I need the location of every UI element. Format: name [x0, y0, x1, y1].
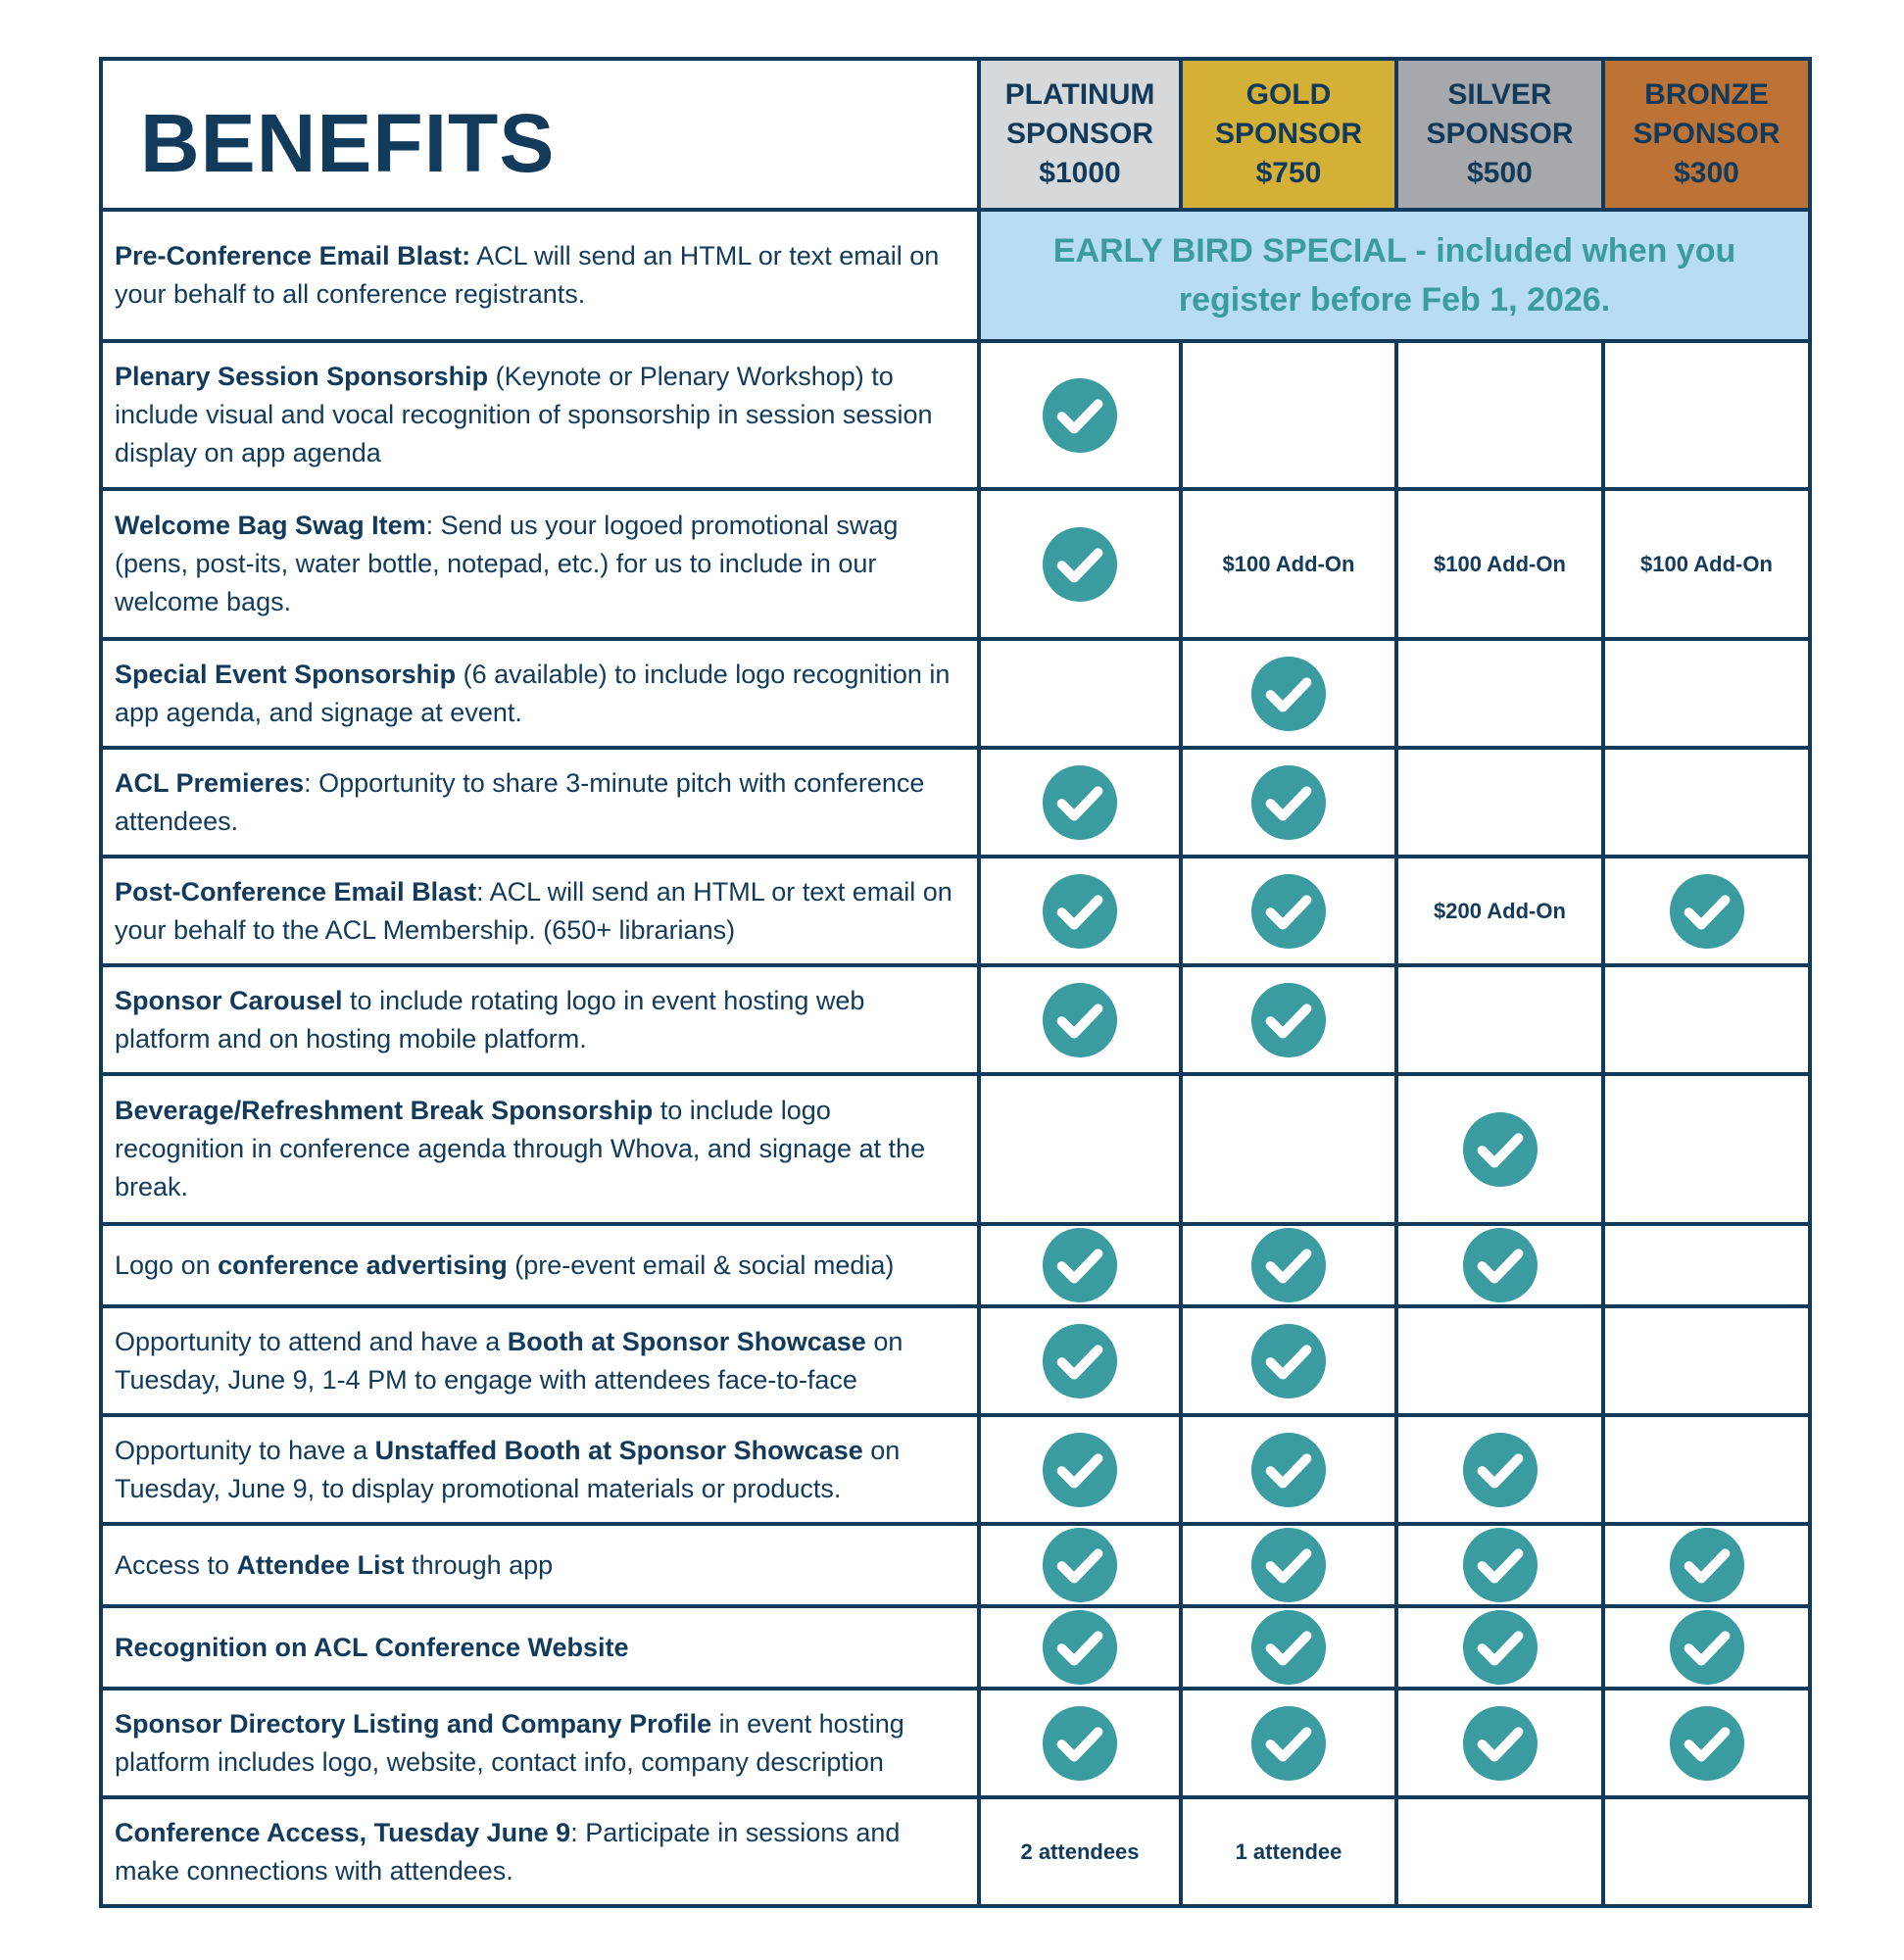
- cell-silver: [1396, 857, 1603, 965]
- table-row: [101, 857, 1810, 965]
- table-body: [101, 210, 1810, 1906]
- benefit-text: : Opportunity to share 3-minute pitch with conference attendees.: [115, 767, 925, 836]
- tier-name: GOLD: [1245, 78, 1332, 111]
- benefit-name: Recognition on ACL Conference Website: [115, 1632, 629, 1662]
- cell-platinum: [979, 1306, 1181, 1415]
- benefit-description: [101, 748, 979, 857]
- cell-platinum: [979, 1524, 1181, 1606]
- cell-gold: [1181, 1074, 1396, 1224]
- benefit-description: [101, 965, 979, 1074]
- benefit-name: ACL Premieres: [115, 767, 305, 798]
- tier-note: $200 Add-On: [1434, 898, 1566, 923]
- cell-platinum: [979, 639, 1181, 748]
- cell-silver: [1396, 1415, 1603, 1524]
- cell-gold: [1181, 639, 1396, 748]
- tier-price: $300: [1674, 157, 1739, 189]
- benefit-description: [101, 1306, 979, 1415]
- check-circle-icon: [1669, 873, 1745, 950]
- check-circle-icon: [1042, 1432, 1118, 1508]
- benefit-name: Attendee List: [236, 1549, 405, 1580]
- early-bird-banner: EARLY BIRD SPECIAL - included when you register before Feb 1, 2026.: [979, 210, 1810, 341]
- table-row: [101, 341, 1810, 489]
- cell-silver: [1396, 1797, 1603, 1906]
- check-circle-icon: [1250, 656, 1327, 732]
- table-row: [101, 1224, 1810, 1306]
- benefit-text: : ACL will send an HTML or text email on your behalf to the ACL Membership. (650+ librarians): [115, 876, 952, 945]
- cell-platinum: [979, 748, 1181, 857]
- benefit-text: in event hosting platform includes logo, website, contact info, company description: [115, 1708, 904, 1777]
- benefit-name: Sponsor Carousel: [115, 985, 343, 1015]
- benefit-name: Plenary Session Sponsorship: [115, 362, 489, 391]
- table-row: [101, 1306, 1810, 1415]
- benefit-description: [101, 639, 979, 748]
- cell-platinum: [979, 857, 1181, 965]
- cell-silver: [1396, 1689, 1603, 1797]
- tier-header-gold: [1181, 59, 1396, 210]
- table-row: [101, 210, 1810, 341]
- cell-silver: [1396, 341, 1603, 489]
- tier-header-bronze: [1603, 59, 1810, 210]
- cell-gold: [1181, 1797, 1396, 1906]
- cell-gold: [1181, 489, 1396, 639]
- check-circle-icon: [1462, 1609, 1538, 1686]
- tier-sponsor-label: SPONSOR: [1214, 118, 1363, 150]
- check-circle-icon: [1042, 1227, 1118, 1303]
- check-circle-icon: [1462, 1227, 1538, 1303]
- check-circle-icon: [1250, 1323, 1327, 1399]
- tier-note: 1 attendee: [1235, 1838, 1343, 1864]
- tier-note: $100 Add-On: [1222, 551, 1355, 576]
- cell-bronze: [1603, 1689, 1810, 1797]
- benefit-name: Sponsor Directory Listing and Company Profile: [115, 1708, 712, 1739]
- cell-platinum: [979, 1606, 1181, 1689]
- check-circle-icon: [1250, 1227, 1327, 1303]
- check-circle-icon: [1462, 1432, 1538, 1508]
- check-circle-icon: [1250, 1527, 1327, 1603]
- benefit-name: Special Event Sponsorship: [115, 659, 457, 689]
- table-row: [101, 1606, 1810, 1689]
- benefit-name: Booth at Sponsor Showcase: [507, 1326, 866, 1356]
- cell-silver: [1396, 1074, 1603, 1224]
- cell-silver: [1396, 748, 1603, 857]
- cell-platinum: [979, 341, 1181, 489]
- cell-platinum: [979, 1074, 1181, 1224]
- cell-platinum: [979, 1797, 1181, 1906]
- benefit-description: [101, 1689, 979, 1797]
- tier-header-platinum: [979, 59, 1181, 210]
- table-row: [101, 965, 1810, 1074]
- benefit-text: to include rotating logo in event hosting web platform and on hosting mobile platform.: [115, 985, 865, 1054]
- header-row: [101, 59, 1810, 210]
- check-circle-icon: [1042, 526, 1118, 603]
- check-circle-icon: [1250, 764, 1327, 841]
- cell-gold: [1181, 965, 1396, 1074]
- cell-platinum: [979, 965, 1181, 1074]
- benefit-name: Post-Conference Email Blast: [115, 876, 477, 906]
- benefit-text: on Tuesday, June 9, to display promotional materials or products.: [115, 1435, 901, 1503]
- cell-gold: [1181, 748, 1396, 857]
- benefit-text: through app: [404, 1549, 554, 1580]
- check-circle-icon: [1250, 1705, 1327, 1782]
- benefit-name: conference advertising: [218, 1250, 508, 1280]
- benefit-description: [101, 1524, 979, 1606]
- table-row: [101, 1797, 1810, 1906]
- cell-bronze: [1603, 1306, 1810, 1415]
- check-circle-icon: [1042, 982, 1118, 1058]
- check-circle-icon: [1250, 1432, 1327, 1508]
- tier-note: $100 Add-On: [1434, 551, 1566, 576]
- check-circle-icon: [1042, 873, 1118, 950]
- check-circle-icon: [1042, 1527, 1118, 1603]
- cell-gold: [1181, 1415, 1396, 1524]
- cell-bronze: [1603, 857, 1810, 965]
- cell-bronze: [1603, 1415, 1810, 1524]
- cell-bronze: [1603, 489, 1810, 639]
- cell-bronze: [1603, 639, 1810, 748]
- check-circle-icon: [1042, 764, 1118, 841]
- cell-gold: [1181, 1689, 1396, 1797]
- benefit-text: to include logo recognition in conference agenda through Whova, and signage at the break.: [115, 1096, 926, 1201]
- cell-bronze: [1603, 1524, 1810, 1606]
- table-row: [101, 1074, 1810, 1224]
- cell-silver: [1396, 639, 1603, 748]
- cell-gold: [1181, 1306, 1396, 1415]
- cell-gold: [1181, 341, 1396, 489]
- benefit-name: Unstaffed Booth at Sponsor Showcase: [374, 1435, 863, 1465]
- cell-bronze: [1603, 1224, 1810, 1306]
- page-title: BENEFITS: [140, 96, 556, 189]
- benefit-description: [101, 341, 979, 489]
- tier-sponsor-label: SPONSOR: [1426, 118, 1574, 150]
- benefit-text: Opportunity to attend and have a: [115, 1326, 508, 1356]
- benefit-description: [101, 489, 979, 639]
- cell-silver: [1396, 1306, 1603, 1415]
- check-circle-icon: [1462, 1705, 1538, 1782]
- benefit-text: (6 available) to include logo recognition in app agenda, and signage at event.: [115, 659, 951, 727]
- benefit-text: : Send us your logoed promotional swag (pens, post-its, water bottle, notepad, etc.) for us to include in our welcome bags.: [115, 511, 899, 616]
- check-circle-icon: [1250, 982, 1327, 1058]
- tier-sponsor-label: SPONSOR: [1633, 118, 1781, 150]
- cell-gold: [1181, 1524, 1396, 1606]
- benefit-name: Welcome Bag Swag Item: [115, 511, 426, 540]
- benefit-description: [101, 1797, 979, 1906]
- benefit-description: [101, 210, 979, 341]
- table-row: [101, 1415, 1810, 1524]
- check-circle-icon: [1250, 1609, 1327, 1686]
- check-circle-icon: [1462, 1111, 1538, 1188]
- benefits-table: [99, 57, 1812, 1908]
- cell-silver: [1396, 1524, 1603, 1606]
- cell-gold: [1181, 1606, 1396, 1689]
- check-circle-icon: [1042, 1705, 1118, 1782]
- tier-header-silver: [1396, 59, 1603, 210]
- benefit-description: [101, 857, 979, 965]
- benefit-text: Logo on: [115, 1250, 219, 1280]
- benefit-description: [101, 1224, 979, 1306]
- check-circle-icon: [1250, 873, 1327, 950]
- check-circle-icon: [1669, 1527, 1745, 1603]
- tier-name: BRONZE: [1644, 78, 1769, 111]
- cell-platinum: [979, 489, 1181, 639]
- cell-platinum: [979, 1415, 1181, 1524]
- cell-silver: [1396, 1224, 1603, 1306]
- tier-price: $1000: [1039, 157, 1121, 189]
- benefit-description: [101, 1606, 979, 1689]
- benefit-text: on Tuesday, June 9, 1-4 PM to engage with attendees face-to-face: [115, 1326, 903, 1395]
- benefit-name: Beverage/Refreshment Break Sponsorship: [115, 1096, 654, 1125]
- benefit-text: Access to: [115, 1549, 237, 1580]
- tier-name: PLATINUM: [1004, 78, 1155, 111]
- tier-note: 2 attendees: [1020, 1838, 1140, 1864]
- benefit-text: : Participate in sessions and make connections with attendees.: [115, 1817, 901, 1886]
- tier-sponsor-label: SPONSOR: [1005, 118, 1154, 150]
- cell-platinum: [979, 1689, 1181, 1797]
- title-cell: [101, 59, 979, 210]
- cell-bronze: [1603, 748, 1810, 857]
- cell-silver: [1396, 965, 1603, 1074]
- tier-price: $500: [1467, 157, 1533, 189]
- benefit-description: [101, 1074, 979, 1224]
- cell-bronze: [1603, 1797, 1810, 1906]
- cell-bronze: [1603, 1606, 1810, 1689]
- cell-silver: [1396, 489, 1603, 639]
- check-circle-icon: [1042, 1609, 1118, 1686]
- benefit-text: (Keynote or Plenary Workshop) to include visual and vocal recognition of sponsorship in session session display on app agenda: [115, 362, 933, 467]
- benefit-name: Conference Access, Tuesday June 9: [115, 1817, 571, 1847]
- cell-bronze: [1603, 965, 1810, 1074]
- benefit-text: (pre-event email & social media): [507, 1250, 895, 1280]
- benefit-text: ACL will send an HTML or text email on your behalf to all conference registrants.: [115, 241, 940, 309]
- table-row: [101, 489, 1810, 639]
- cell-silver: [1396, 1606, 1603, 1689]
- tier-note: $100 Add-On: [1640, 551, 1773, 576]
- benefit-description: [101, 1415, 979, 1524]
- check-circle-icon: [1042, 1323, 1118, 1399]
- cell-bronze: [1603, 341, 1810, 489]
- benefit-name: Pre-Conference Email Blast:: [115, 241, 471, 270]
- cell-bronze: [1603, 1074, 1810, 1224]
- cell-gold: [1181, 857, 1396, 965]
- tier-name: SILVER: [1447, 78, 1552, 111]
- benefit-text: Opportunity to have a: [115, 1435, 375, 1465]
- tier-price: $750: [1255, 157, 1322, 189]
- table-row: [101, 1524, 1810, 1606]
- table-row: [101, 639, 1810, 748]
- check-circle-icon: [1669, 1705, 1745, 1782]
- cell-gold: [1181, 1224, 1396, 1306]
- check-circle-icon: [1042, 377, 1118, 454]
- check-circle-icon: [1462, 1527, 1538, 1603]
- cell-platinum: [979, 1224, 1181, 1306]
- table-row: [101, 1689, 1810, 1797]
- table-row: [101, 748, 1810, 857]
- check-circle-icon: [1669, 1609, 1745, 1686]
